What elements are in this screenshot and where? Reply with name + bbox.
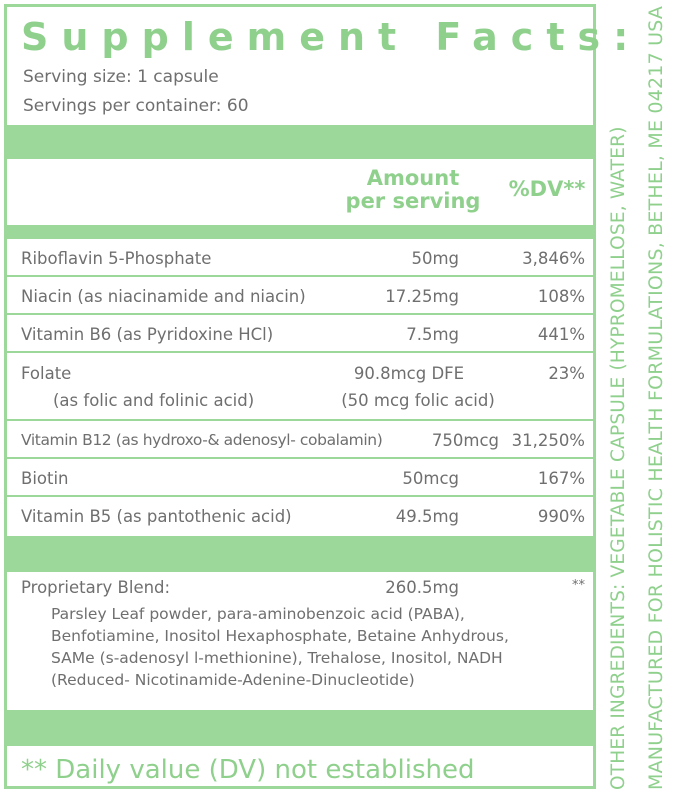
- manufacturer-text: MANUFACTURED FOR HOLISTIC HEALTH FORMULATIONS, BETHEL, ME 04217 USA: [645, 5, 667, 790]
- row-divider: [7, 313, 593, 315]
- blend-ingredient-line: Parsley Leaf powder, para-aminobenzoic acid (PABA),: [51, 605, 465, 623]
- blend-ingredient-line: Benfotiamine, Inositol Hexaphosphate, Betaine Anhydrous,: [51, 627, 509, 645]
- row-divider: [7, 275, 593, 277]
- row-divider: [7, 457, 593, 459]
- blend-dv: **: [572, 578, 585, 593]
- servings-per-container: Servings per container: 60: [23, 96, 249, 116]
- nutrient-name: Vitamin B6 (as Pyridoxine HCl): [21, 325, 274, 344]
- nutrient-name: Biotin: [21, 469, 69, 488]
- nutrient-amount: 750mcg: [431, 431, 499, 450]
- nutrient-name: Vitamin B12 (as hydroxo-& adenosyl- cobalamin): [21, 431, 383, 449]
- nutrient-dv: 167%: [537, 469, 585, 488]
- blend-ingredient-line: SAMe (s-adenosyl l-methionine), Trehalose, Inositol, NADH: [51, 649, 503, 667]
- nutrient-name: Folate: [21, 364, 72, 383]
- blend-band: [7, 536, 593, 572]
- other-ingredients-text: OTHER INGREDIENTS: VEGETABLE CAPSULE (HYPROMELLOSE, WATER): [608, 126, 629, 790]
- panel-title: Supplement Facts:: [21, 15, 642, 59]
- nutrient-dv: 23%: [548, 364, 585, 383]
- nutrient-amount: 7.5mg: [406, 325, 459, 344]
- nutrient-amount-sub: (50 mcg folic acid): [341, 391, 495, 410]
- footer-band: [7, 710, 593, 746]
- blend-name: Proprietary Blend:: [21, 578, 171, 597]
- nutrient-dv: 31,250%: [511, 431, 585, 450]
- nutrient-name: Niacin (as niacinamide and niacin): [21, 287, 306, 306]
- nutrient-name-sub: (as folic and folinic acid): [53, 391, 255, 410]
- nutrient-dv: 3,846%: [522, 249, 585, 268]
- amount-header: [343, 167, 483, 213]
- nutrient-dv: 990%: [537, 507, 585, 526]
- amount-header-line2: per serving: [345, 189, 481, 213]
- nutrient-amount: 17.25mg: [385, 287, 459, 306]
- nutrient-amount: 49.5mg: [395, 507, 459, 526]
- nutrient-amount: 50mcg: [402, 469, 459, 488]
- header-band-bottom: [7, 225, 593, 239]
- dv-header: %DV**: [508, 177, 586, 201]
- nutrient-amount: 90.8mcg DFE: [353, 364, 465, 383]
- nutrient-amount: 50mg: [411, 249, 459, 268]
- nutrient-dv: 108%: [537, 287, 585, 306]
- blend-amount: 260.5mg: [385, 578, 459, 597]
- blend-ingredient-line: (Reduced- Nicotinamide-Adenine-Dinucleotide): [51, 671, 415, 689]
- row-divider: [7, 495, 593, 497]
- nutrient-name: Riboflavin 5-Phosphate: [21, 249, 212, 268]
- serving-size: Serving size: 1 capsule: [23, 67, 219, 87]
- row-divider: [7, 419, 593, 421]
- nutrient-name: Vitamin B5 (as pantothenic acid): [21, 507, 292, 526]
- nutrient-dv: 441%: [537, 325, 585, 344]
- footnote: ** Daily value (DV) not established: [21, 755, 475, 785]
- header-band-top: [7, 125, 593, 159]
- amount-header-line1: Amount: [366, 166, 460, 190]
- row-divider: [7, 351, 593, 353]
